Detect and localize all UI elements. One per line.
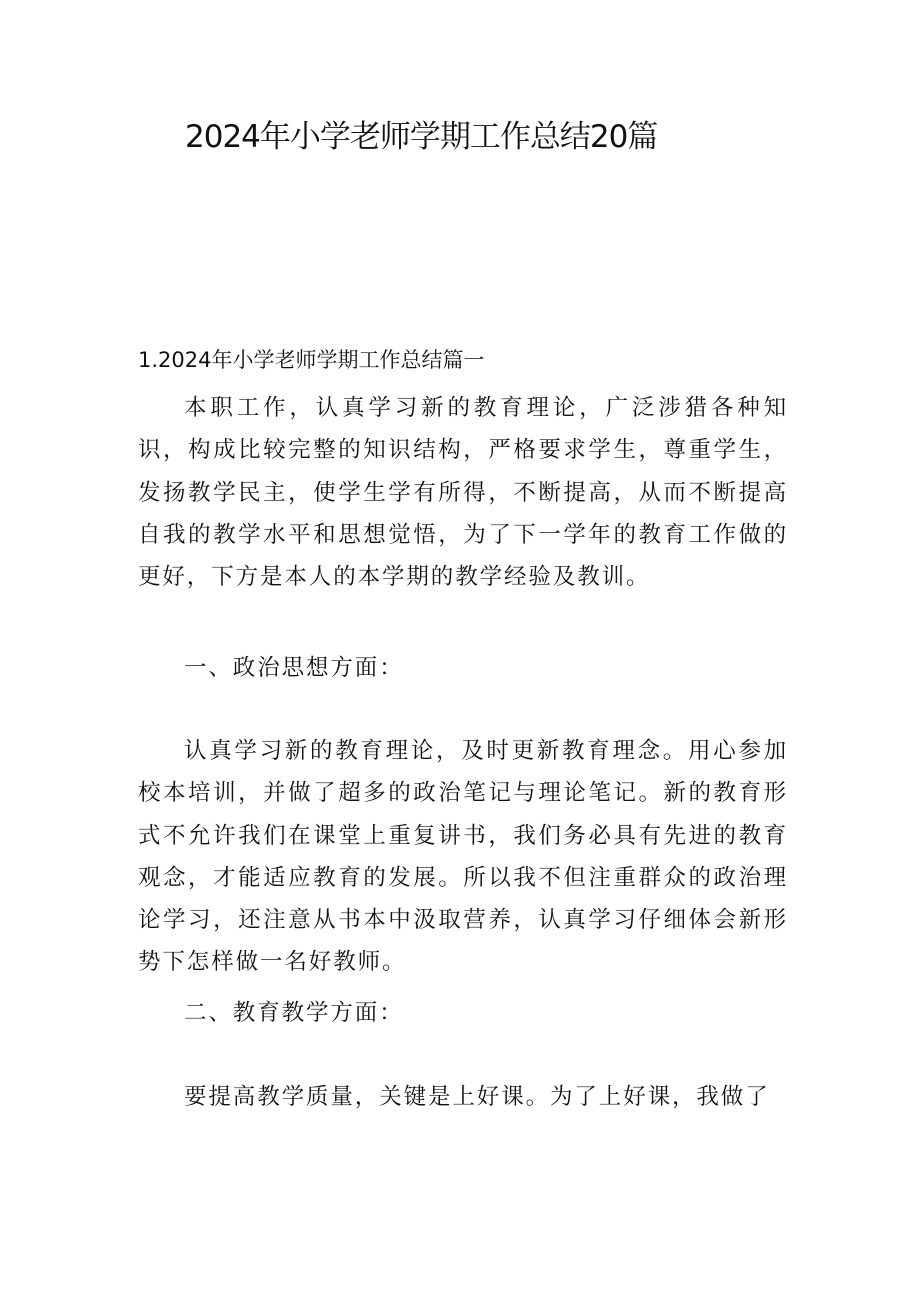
part1-paragraph: 认真学习新的教育理论，及时更新教育理念。用心参加校本培训，并做了超多的政治笔记与理论笔记。新的教育形式不允许我们在课堂上重复讲书，我们务必具有先进的教育观念，才能适应教育的发展。所以我不但注重群众的政治理论学习，还注意从书本中汲取营养，认真学习仔细体会新形势下怎样做一名好教师。	[138, 738, 788, 976]
section-heading: 1.2024年小学老师学期工作总结篇一	[138, 348, 485, 372]
part1-heading: 一、政治思想方面：	[184, 655, 404, 681]
document-title: 2024年小学老师学期工作总结20篇	[185, 119, 658, 155]
intro-paragraph: 本职工作，认真学习新的教育理论，广泛涉猎各种知识，构成比较完整的知识结构，严格要求学生，尊重学生，发扬教学民主，使学生学有所得，不断提高，从而不断提高自我的教学水平和思想觉悟，为了下一学年的教育工作做的更好，下方是本人的本学期的教学经验及教训。	[138, 395, 788, 591]
part2-paragraph: 要提高教学质量，关键是上好课。为了上好课，我做了	[184, 1084, 770, 1110]
part2-heading: 二、教育教学方面：	[184, 1000, 404, 1026]
